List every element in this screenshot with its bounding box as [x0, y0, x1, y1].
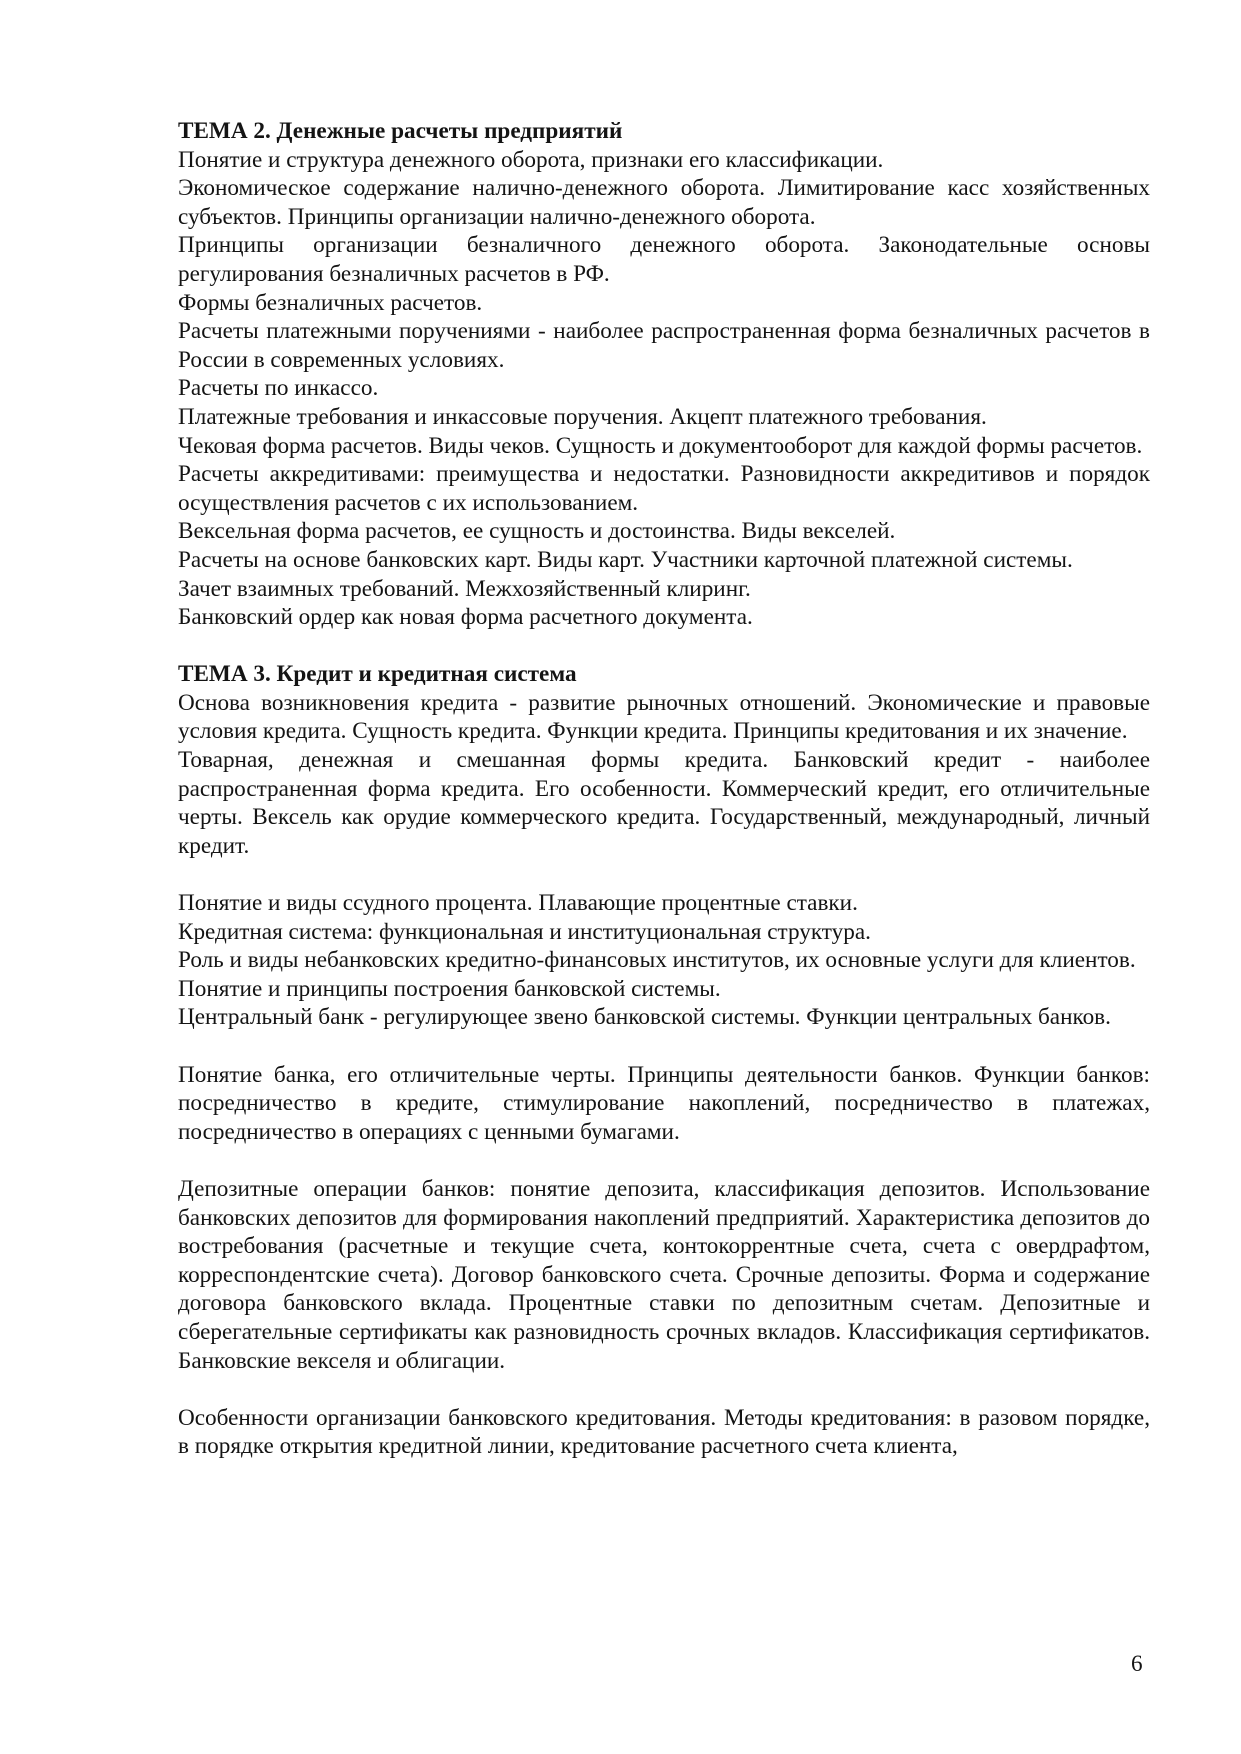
section-2-paragraph: Расчеты платежными поручениями - наиболее распространенная форма безналичных расчетов в России в современных условиях.: [178, 318, 1150, 373]
text-column: [178, 117, 1150, 1461]
paragraph-spacer: [178, 860, 1150, 889]
section-2-paragraph: Вексельная форма расчетов, ее сущность и достоинства. Виды векселей.: [178, 518, 896, 545]
section-2-paragraph: Расчеты по инкассо.: [178, 375, 379, 402]
section-2-paragraph: Расчеты на основе банковских карт. Виды карт. Участники карточной платежной системы.: [178, 546, 1073, 573]
section-2-paragraph: Банковский ордер как новая форма расчетного документа.: [178, 604, 753, 631]
paragraph-spacer: [178, 1375, 1150, 1404]
section-3-heading: ТЕМА 3. Кредит и кредитная система: [178, 661, 577, 688]
section-3-paragraph-continued: Особенности организации банковского кредитования. Методы кредитования: в разовом порядке, в порядке открытия кредитной линии, кредитование расчетного счета клиента,: [178, 1404, 1150, 1460]
section-2-paragraph: Формы безналичных расчетов.: [178, 289, 483, 316]
section-3-paragraph: Понятие банка, его отличительные черты. Принципы деятельности банков. Функции банков: посредничество в кредите, стимулирование накоплений, посредничество в платежах, посредничество в операциях с ценными бумагами.: [178, 1061, 1150, 1145]
section-2-paragraph: Принципы организации безналичного денежного оборота. Законодательные основы регулирования безналичных расчетов в РФ.: [178, 232, 1150, 287]
section-2-paragraph: Расчеты аккредитивами: преимущества и недостатки. Разновидности аккредитивов и порядок осуществления расчетов с их использованием.: [178, 461, 1150, 516]
section-2-paragraph: Понятие и структура денежного оборота, признаки его классификации.: [178, 146, 884, 173]
section-3-paragraph: Кредитная система: функциональная и институциональная структура.: [178, 918, 871, 945]
paragraph-spacer: [178, 1032, 1150, 1061]
section-3-paragraph: Понятие и виды ссудного процента. Плавающие процентные ставки.: [178, 890, 858, 917]
section-3-paragraph: Роль и виды небанковских кредитно-финансовых институтов, их основные услуги для клиентов.: [178, 947, 1136, 974]
page-number: 6: [1131, 1651, 1143, 1677]
section-3-paragraph: Центральный банк - регулирующее звено банковской системы. Функции центральных банков.: [178, 1004, 1111, 1031]
section-spacer: [178, 632, 1150, 661]
section-3-paragraph: Товарная, денежная и смешанная формы кредита. Банковский кредит - наиболее распространенная форма кредита. Его особенности. Коммерческий кредит, его отличительные черты. Вексель как орудие коммерческого кредита. Государственный, международный, личный кредит.: [178, 747, 1150, 859]
section-2-heading: ТЕМА 2. Денежные расчеты предприятий: [178, 118, 623, 144]
section-3-paragraph: Депозитные операции банков: понятие депозита, классификация депозитов. Использование банковских депозитов для формирования накоплений предприятий. Характеристика депозитов до востребования (расчетные и текущие счета, контокоррентные счета, счета с овердрафтом, корреспондентские счета). Договор банковского счета. Срочные депозиты. Форма и содержание договора банковского вклада. Процентные ставки по депозитным счетам. Депозитные и сберегательные сертификаты как разновидность срочных вкладов. Классификация сертификатов. Банковские векселя и облигации.: [178, 1175, 1150, 1374]
paragraph-spacer: [178, 1146, 1150, 1175]
section-3-paragraph: Понятие и принципы построения банковской системы.: [178, 975, 721, 1002]
section-2-paragraph: Платежные требования и инкассовые поручения. Акцепт платежного требования.: [178, 403, 987, 430]
section-3-paragraph: Основа возникновения кредита - развитие рыночных отношений. Экономические и правовые условия кредита. Сущность кредита. Функции кредита. Принципы кредитования и их значение.: [178, 689, 1150, 745]
section-2-paragraph: Чековая форма расчетов. Виды чеков. Сущность и документооборот для каждой формы расчетов.: [178, 432, 1143, 459]
section-2-paragraph: Зачет взаимных требований. Межхозяйственный клиринг.: [178, 575, 751, 602]
section-2-paragraph: Экономическое содержание налично-денежного оборота. Лимитирование касс хозяйственных субъектов. Принципы организации налично-денежного оборота.: [178, 175, 1150, 230]
